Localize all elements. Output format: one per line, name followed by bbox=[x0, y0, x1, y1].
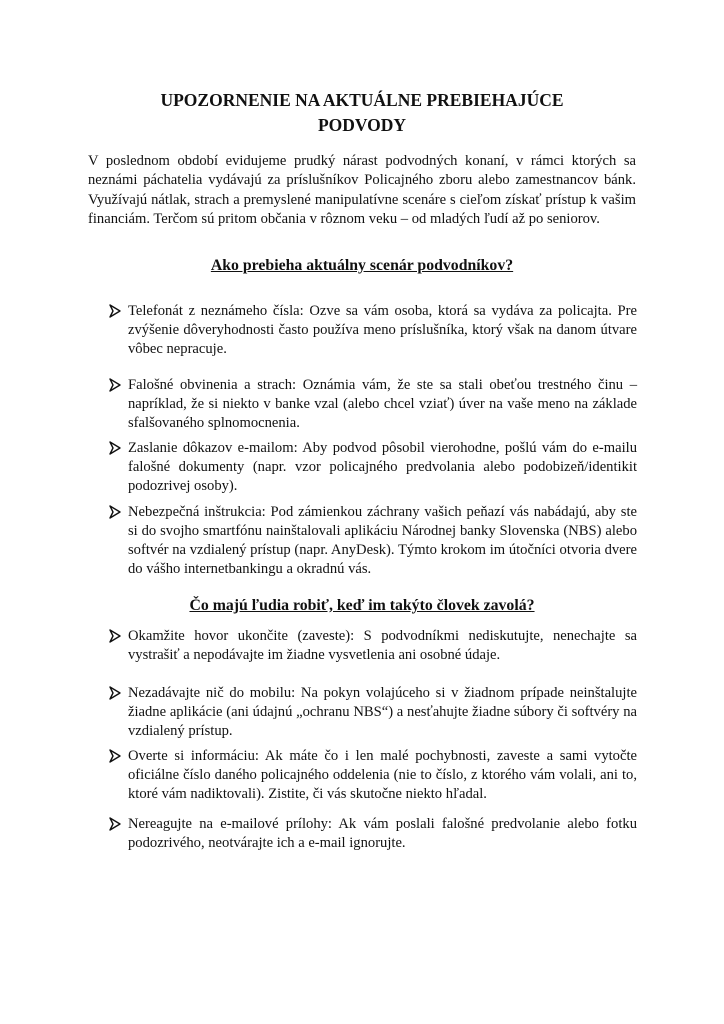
arrow-bullet-icon bbox=[109, 685, 121, 701]
section-2-item-text: Overte si informáciu: Ak máte čo i len malé pochybnosti, zaveste a sami vytočte oficiálne číslo daného policajného oddelenia (nie to číslo, z ktorého vám volali, ani to, ktoré vám nadiktovali). Zistite, či vás skutočne niekto hľadal. bbox=[128, 748, 637, 802]
section-2-heading: Čo majú ľudia robiť, keď im takýto človek zavolá? bbox=[189, 597, 535, 614]
arrow-bullet-icon bbox=[109, 816, 121, 832]
arrow-bullet-icon bbox=[109, 303, 121, 319]
section-2-item-text: Nezadávajte nič do mobilu: Na pokyn volajúceho si v žiadnom prípade neinštalujte žiadne aplikácie (ani údajnú „ochranu NBS“) a nesťahujte žiadne súbory či softvéry na vzdialený prístup. bbox=[128, 685, 637, 739]
arrow-bullet-icon bbox=[109, 440, 121, 456]
section-2-item-text: Nereagujte na e-mailové prílohy: Ak vám poslali falošné predvolanie alebo fotku podozrivého, neotvárajte ich a e-mail ignorujte. bbox=[128, 816, 637, 851]
arrow-bullet-icon bbox=[109, 748, 121, 764]
arrow-bullet-icon bbox=[109, 377, 121, 393]
section-1-item-text: Nebezpečná inštrukcia: Pod zámienkou záchrany vašich peňazí vás nabádajú, aby ste si do svojho smartfónu nainštalovali aplikáciu Národnej banky Slovenska (NBS) alebo softvér na vzdialený prístup (napr. AnyDesk). Týmto krokom im útočníci otvoria dvere do vášho internetbankingu a okradnú vás. bbox=[128, 504, 637, 577]
document-title-line-1: UPOZORNENIE NA AKTUÁLNE PREBIEHAJÚCE bbox=[160, 90, 564, 110]
section-1-item-text: Telefonát z neznámeho čísla: Ozve sa vám osoba, ktorá sa vydáva za policajta. Pre zvýšenie dôveryhodnosti často používa meno príslušníka, ktorý však na danom útvare vôbec nepracuje. bbox=[128, 303, 637, 357]
arrow-bullet-icon bbox=[109, 504, 121, 520]
section-1-heading: Ako prebieha aktuálny scenár podvodníkov? bbox=[210, 257, 514, 274]
document-title-line-2: PODVODY bbox=[317, 115, 407, 135]
intro-paragraph: V poslednom období evidujeme prudký nárast podvodných konaní, v rámci ktorých sa neznámi páchatelia vydávajú za príslušníkov Policajného zboru alebo zamestnancov bánk. Využívajú nátlak, strach a premyslené manipulatívne scenáre s cieľom získať prístup k vašim financiám. Terčom sú pritom občania v rôznom veku – od mladých ľudí až po seniorov. bbox=[88, 153, 636, 227]
arrow-bullet-icon bbox=[109, 628, 121, 644]
section-1-item-text: Falošné obvinenia a strach: Oznámia vám, že ste sa stali obeťou trestného činu – napríklad, že si niekto v banke vzal (alebo chcel vziať) úver na vaše meno na základe sfalšovaného splnomocnenia. bbox=[128, 377, 637, 431]
section-2-item-text: Okamžite hovor ukončite (zaveste): S podvodníkmi nediskutujte, nenechajte sa vystrašiť a nepodávajte im žiadne vysvetlenia ani osobné údaje. bbox=[128, 628, 637, 663]
section-1-item-text: Zaslanie dôkazov e-mailom: Aby podvod pôsobil vierohodne, pošlú vám do e-mailu falošné dokumenty (napr. vzor policajného predvolania alebo podobizeň/identikit podozrivej osoby). bbox=[128, 440, 637, 494]
